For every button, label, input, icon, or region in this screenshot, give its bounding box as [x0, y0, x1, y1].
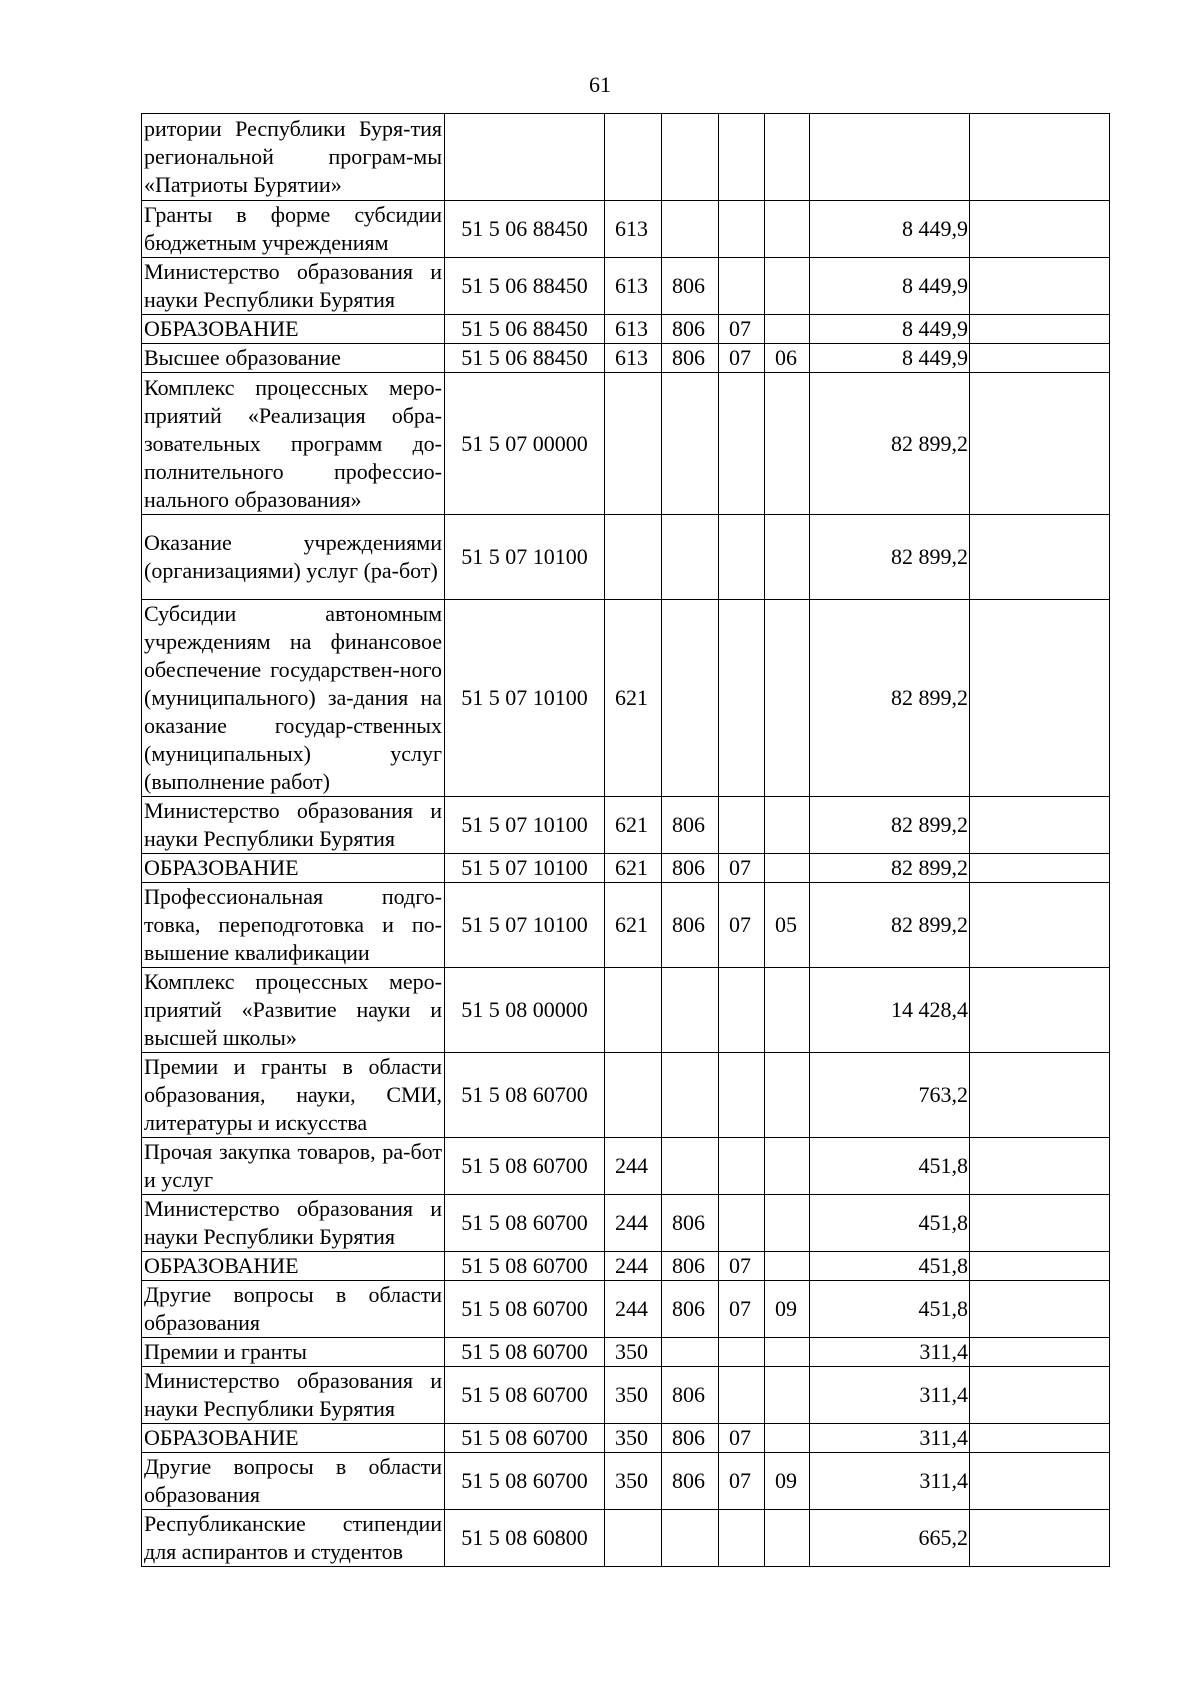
vr-cell: 613 — [605, 258, 662, 315]
gr-cell — [662, 114, 719, 201]
vr-cell: 621 — [605, 883, 662, 968]
empty-cell — [970, 1510, 1110, 1567]
table-row — [142, 1510, 1110, 1567]
empty-cell — [970, 797, 1110, 854]
sum-cell: 82 899,2 — [810, 854, 970, 883]
code-cell: 51 5 08 60700 — [445, 1453, 605, 1510]
code-cell: 51 5 07 10100 — [445, 515, 605, 600]
sum-cell: 8 449,9 — [810, 315, 970, 344]
name-cell: Премии и гранты в области образования, науки, СМИ, литературы и искусства — [142, 1053, 445, 1138]
sum-cell: 451,8 — [810, 1252, 970, 1281]
table-row — [142, 1338, 1110, 1367]
pr-cell — [765, 797, 810, 854]
empty-cell — [970, 1195, 1110, 1252]
code-cell: 51 5 06 88450 — [445, 315, 605, 344]
rz-cell — [719, 515, 765, 600]
gr-cell: 806 — [662, 883, 719, 968]
name-cell: Комплекс процессных меро-приятий «Реализация обра-зовательных программ до-полнительного профессио-нального образования» — [142, 373, 445, 515]
empty-cell — [970, 854, 1110, 883]
empty-cell — [970, 344, 1110, 373]
table-row — [142, 315, 1110, 344]
empty-cell — [970, 1453, 1110, 1510]
sum-cell: 311,4 — [810, 1424, 970, 1453]
gr-cell — [662, 1338, 719, 1367]
sum-cell: 82 899,2 — [810, 600, 970, 797]
vr-cell: 621 — [605, 600, 662, 797]
code-cell: 51 5 06 88450 — [445, 258, 605, 315]
gr-cell: 806 — [662, 1367, 719, 1424]
name-cell: ОБРАЗОВАНИЕ — [142, 315, 445, 344]
gr-cell: 806 — [662, 1195, 719, 1252]
sum-cell: 311,4 — [810, 1367, 970, 1424]
table-row — [142, 1424, 1110, 1453]
empty-cell — [970, 1424, 1110, 1453]
rz-cell — [719, 1510, 765, 1567]
name-cell: Другие вопросы в области образования — [142, 1281, 445, 1338]
code-cell: 51 5 08 00000 — [445, 968, 605, 1053]
vr-cell: 621 — [605, 797, 662, 854]
empty-cell — [970, 968, 1110, 1053]
table-row — [142, 854, 1110, 883]
rz-cell — [719, 373, 765, 515]
code-cell: 51 5 08 60800 — [445, 1510, 605, 1567]
pr-cell — [765, 1195, 810, 1252]
rz-cell — [719, 1338, 765, 1367]
gr-cell — [662, 1138, 719, 1195]
empty-cell — [970, 600, 1110, 797]
pr-cell — [765, 1367, 810, 1424]
table-row — [142, 373, 1110, 515]
sum-cell: 82 899,2 — [810, 883, 970, 968]
pr-cell: 06 — [765, 344, 810, 373]
vr-cell — [605, 1053, 662, 1138]
sum-cell: 763,2 — [810, 1053, 970, 1138]
table-row — [142, 201, 1110, 258]
vr-cell: 244 — [605, 1281, 662, 1338]
code-cell: 51 5 08 60700 — [445, 1053, 605, 1138]
empty-cell — [970, 1281, 1110, 1338]
name-cell: Министерство образования и науки Республики Бурятия — [142, 258, 445, 315]
pr-cell: 09 — [765, 1281, 810, 1338]
gr-cell — [662, 600, 719, 797]
gr-cell: 806 — [662, 1453, 719, 1510]
code-cell: 51 5 08 60700 — [445, 1138, 605, 1195]
sum-cell: 8 449,9 — [810, 344, 970, 373]
vr-cell: 613 — [605, 201, 662, 258]
name-cell: ритории Республики Буря-тия региональной програм-мы «Патриоты Бурятии» — [142, 114, 445, 201]
name-cell: Прочая закупка товаров, ра-бот и услуг — [142, 1138, 445, 1195]
rz-cell — [719, 114, 765, 201]
rz-cell — [719, 201, 765, 258]
empty-cell — [970, 373, 1110, 515]
vr-cell: 350 — [605, 1367, 662, 1424]
name-cell: Профессиональная подго-товка, переподготовка и по-вышение квалификации — [142, 883, 445, 968]
table-row — [142, 114, 1110, 201]
name-cell: Гранты в форме субсидии бюджетным учреждениям — [142, 201, 445, 258]
pr-cell — [765, 201, 810, 258]
table-row — [142, 968, 1110, 1053]
code-cell: 51 5 08 60700 — [445, 1424, 605, 1453]
sum-cell: 311,4 — [810, 1338, 970, 1367]
code-cell: 51 5 06 88450 — [445, 344, 605, 373]
table-row — [142, 1367, 1110, 1424]
gr-cell — [662, 373, 719, 515]
name-cell: Республиканские стипендии для аспирантов и студентов — [142, 1510, 445, 1567]
vr-cell — [605, 968, 662, 1053]
gr-cell — [662, 968, 719, 1053]
pr-cell — [765, 1424, 810, 1453]
pr-cell — [765, 515, 810, 600]
vr-cell: 613 — [605, 315, 662, 344]
code-cell — [445, 114, 605, 201]
table-row — [142, 1252, 1110, 1281]
sum-cell: 451,8 — [810, 1195, 970, 1252]
code-cell: 51 5 07 00000 — [445, 373, 605, 515]
vr-cell: 244 — [605, 1252, 662, 1281]
sum-cell: 14 428,4 — [810, 968, 970, 1053]
gr-cell — [662, 201, 719, 258]
sum-cell: 82 899,2 — [810, 515, 970, 600]
sum-cell: 451,8 — [810, 1281, 970, 1338]
gr-cell: 806 — [662, 344, 719, 373]
sum-cell: 665,2 — [810, 1510, 970, 1567]
page-number: 61 — [589, 72, 611, 97]
gr-cell — [662, 515, 719, 600]
code-cell: 51 5 06 88450 — [445, 201, 605, 258]
pr-cell — [765, 600, 810, 797]
name-cell: Министерство образования и науки Республики Бурятия — [142, 797, 445, 854]
rz-cell: 07 — [719, 315, 765, 344]
pr-cell — [765, 1138, 810, 1195]
empty-cell — [970, 201, 1110, 258]
table-row — [142, 1195, 1110, 1252]
name-cell: Министерство образования и науки Республики Бурятия — [142, 1367, 445, 1424]
pr-cell: 09 — [765, 1453, 810, 1510]
vr-cell: 621 — [605, 854, 662, 883]
table-row — [142, 1453, 1110, 1510]
name-cell: Комплекс процессных меро-приятий «Развитие науки и высшей школы» — [142, 968, 445, 1053]
empty-cell — [970, 1138, 1110, 1195]
pr-cell — [765, 1252, 810, 1281]
sum-cell: 82 899,2 — [810, 373, 970, 515]
rz-cell: 07 — [719, 854, 765, 883]
rz-cell: 07 — [719, 1453, 765, 1510]
empty-cell — [970, 515, 1110, 600]
pr-cell — [765, 1510, 810, 1567]
code-cell: 51 5 08 60700 — [445, 1195, 605, 1252]
table-row — [142, 1281, 1110, 1338]
sum-cell: 451,8 — [810, 1138, 970, 1195]
code-cell: 51 5 08 60700 — [445, 1252, 605, 1281]
rz-cell — [719, 258, 765, 315]
name-cell: Субсидии автономным учреждениям на финансовое обеспечение государствен-ного (муниципального) за-дания на оказание государ-ственных (муниципальных) услуг (выполнение работ) — [142, 600, 445, 797]
sum-cell: 8 449,9 — [810, 258, 970, 315]
code-cell: 51 5 07 10100 — [445, 797, 605, 854]
rz-cell — [719, 1195, 765, 1252]
pr-cell — [765, 373, 810, 515]
table-row — [142, 344, 1110, 373]
gr-cell: 806 — [662, 1252, 719, 1281]
name-cell: Высшее образование — [142, 344, 445, 373]
vr-cell: 350 — [605, 1424, 662, 1453]
table-row — [142, 883, 1110, 968]
table-row — [142, 515, 1110, 600]
code-cell: 51 5 08 60700 — [445, 1338, 605, 1367]
pr-cell — [765, 258, 810, 315]
pr-cell — [765, 114, 810, 201]
table-row — [142, 1138, 1110, 1195]
gr-cell — [662, 1053, 719, 1138]
code-cell: 51 5 07 10100 — [445, 883, 605, 968]
vr-cell — [605, 1510, 662, 1567]
name-cell: ОБРАЗОВАНИЕ — [142, 854, 445, 883]
code-cell: 51 5 08 60700 — [445, 1367, 605, 1424]
vr-cell — [605, 373, 662, 515]
pr-cell — [765, 968, 810, 1053]
empty-cell — [970, 1252, 1110, 1281]
rz-cell: 07 — [719, 344, 765, 373]
code-cell: 51 5 07 10100 — [445, 600, 605, 797]
budget-table — [141, 113, 1110, 1567]
name-cell: Министерство образования и науки Республики Бурятия — [142, 1195, 445, 1252]
gr-cell: 806 — [662, 797, 719, 854]
rz-cell: 07 — [719, 1424, 765, 1453]
vr-cell — [605, 114, 662, 201]
empty-cell — [970, 883, 1110, 968]
table-body — [142, 114, 1110, 1567]
sum-cell: 82 899,2 — [810, 797, 970, 854]
empty-cell — [970, 1338, 1110, 1367]
empty-cell — [970, 1367, 1110, 1424]
vr-cell: 350 — [605, 1338, 662, 1367]
rz-cell — [719, 968, 765, 1053]
rz-cell — [719, 600, 765, 797]
table-row — [142, 258, 1110, 315]
rz-cell — [719, 797, 765, 854]
rz-cell: 07 — [719, 1252, 765, 1281]
vr-cell — [605, 515, 662, 600]
rz-cell — [719, 1367, 765, 1424]
sum-cell — [810, 114, 970, 201]
rz-cell: 07 — [719, 883, 765, 968]
vr-cell: 613 — [605, 344, 662, 373]
table-row — [142, 1053, 1110, 1138]
rz-cell: 07 — [719, 1281, 765, 1338]
gr-cell: 806 — [662, 315, 719, 344]
name-cell: Оказание учреждениями (организациями) услуг (ра-бот) — [142, 515, 445, 600]
empty-cell — [970, 258, 1110, 315]
vr-cell: 244 — [605, 1195, 662, 1252]
pr-cell — [765, 315, 810, 344]
gr-cell — [662, 1510, 719, 1567]
vr-cell: 350 — [605, 1453, 662, 1510]
empty-cell — [970, 114, 1110, 201]
name-cell: ОБРАЗОВАНИЕ — [142, 1252, 445, 1281]
empty-cell — [970, 315, 1110, 344]
name-cell: Премии и гранты — [142, 1338, 445, 1367]
sum-cell: 311,4 — [810, 1453, 970, 1510]
name-cell: Другие вопросы в области образования — [142, 1453, 445, 1510]
rz-cell — [719, 1138, 765, 1195]
empty-cell — [970, 1053, 1110, 1138]
gr-cell: 806 — [662, 1281, 719, 1338]
gr-cell: 806 — [662, 258, 719, 315]
pr-cell — [765, 1338, 810, 1367]
gr-cell: 806 — [662, 1424, 719, 1453]
vr-cell: 244 — [605, 1138, 662, 1195]
pr-cell — [765, 1053, 810, 1138]
code-cell: 51 5 08 60700 — [445, 1281, 605, 1338]
rz-cell — [719, 1053, 765, 1138]
pr-cell: 05 — [765, 883, 810, 968]
table-row — [142, 797, 1110, 854]
pr-cell — [765, 854, 810, 883]
gr-cell: 806 — [662, 854, 719, 883]
code-cell: 51 5 07 10100 — [445, 854, 605, 883]
name-cell: ОБРАЗОВАНИЕ — [142, 1424, 445, 1453]
sum-cell: 8 449,9 — [810, 201, 970, 258]
table-row — [142, 600, 1110, 797]
